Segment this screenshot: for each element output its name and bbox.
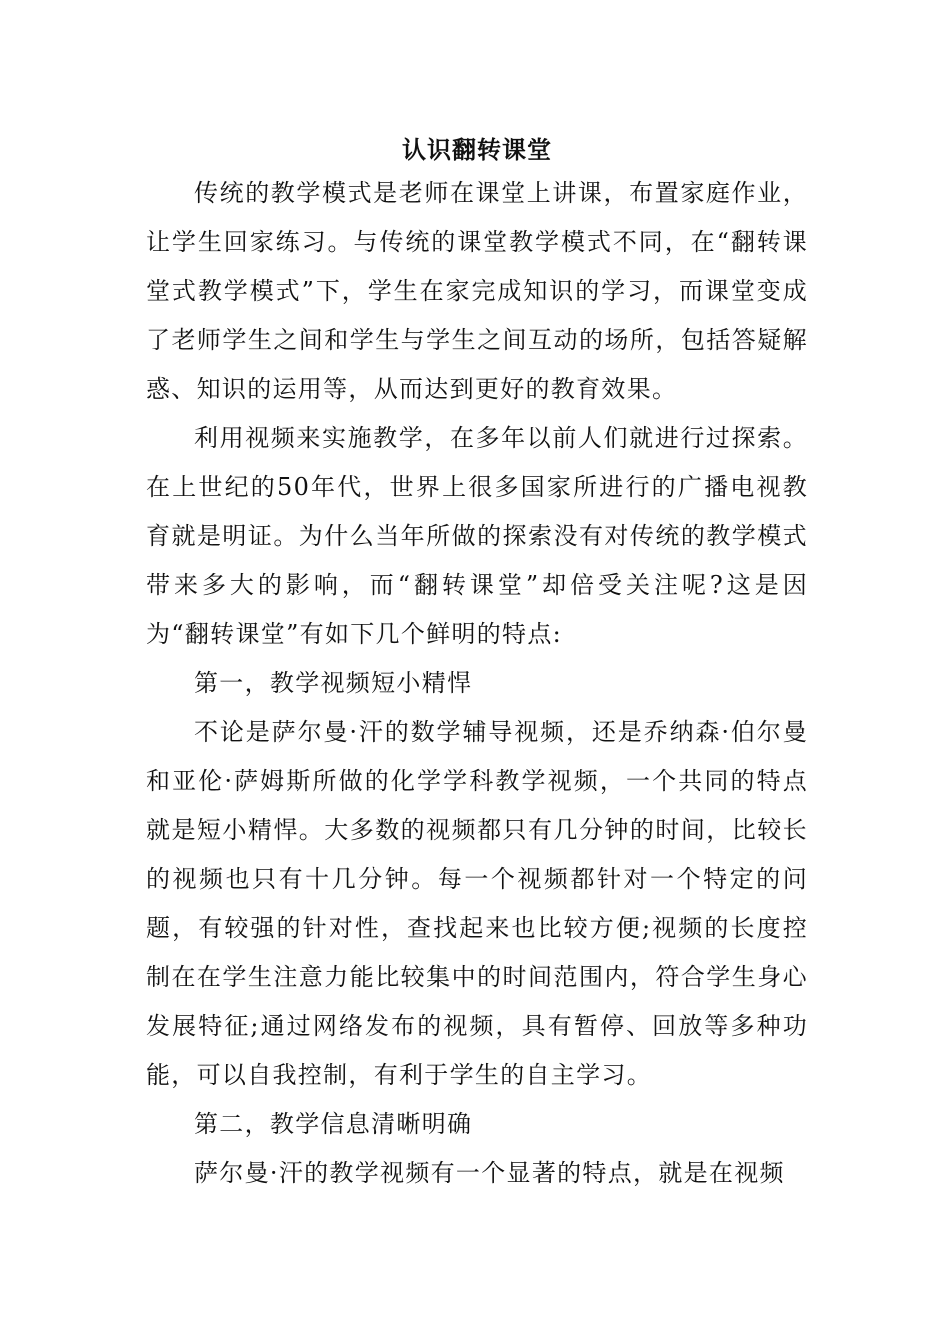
paragraph-video-history: 利用视频来实施教学，在多年以前人们就进行过探索。在上世纪的50年代，世界上很多国家所进行的广播电视教育就是明证。为什么当年所做的探索没有对传统的教学模式带来多大的影响，而“翻转课堂”却倍受关注呢?这是因为“翻转课堂”有如下几个鲜明的特点:	[146, 424, 808, 648]
section-heading-first: 第一，教学视频短小精悍	[194, 669, 473, 697]
section-heading-second: 第二，教学信息清晰明确	[194, 1110, 473, 1138]
document-title: 认识翻转课堂	[402, 135, 552, 164]
paragraph-clear-info: 萨尔曼·汗的教学视频有一个显著的特点，就是在视频	[194, 1159, 785, 1187]
paragraph-intro: 传统的教学模式是老师在课堂上讲课，布置家庭作业，让学生回家练习。与传统的课堂教学模式不同，在“翻转课堂式教学模式”下，学生在家完成知识的学习，而课堂变成了老师学生之间和学生与学生之间互动的场所，包括答疑解惑、知识的运用等，从而达到更好的教育效果。	[146, 179, 808, 403]
document-page	[146, 131, 808, 1198]
paragraph-short-videos: 不论是萨尔曼·汗的数学辅导视频，还是乔纳森·伯尔曼和亚伦·萨姆斯所做的化学学科教学视频，一个共同的特点就是短小精悍。大多数的视频都只有几分钟的时间，比较长的视频也只有十几分钟。每一个视频都针对一个特定的问题，有较强的针对性，查找起来也比较方便;视频的长度控制在在学生注意力能比较集中的时间范围内，符合学生身心发展特征;通过网络发布的视频，具有暂停、回放等多种功能，可以自我控制，有利于学生的自主学习。	[146, 718, 808, 1089]
